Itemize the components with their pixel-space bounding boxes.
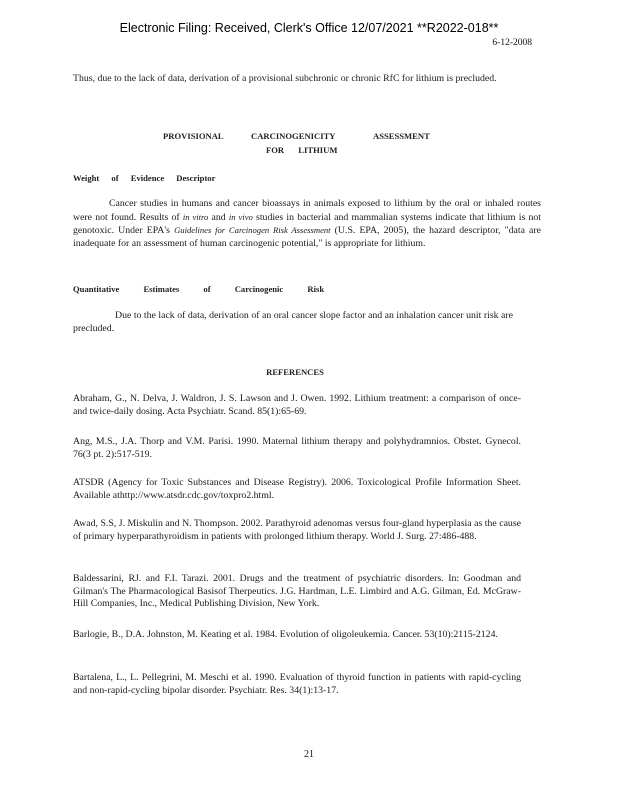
weight-text-b: studies in bacterial and mammalian systems indicate that lithium is not genotoxic. Under EPA's	[73, 211, 542, 237]
reference-item: Ang, M.S., J.A. Thorp and V.M. Parisi. 1990. Maternal lithium therapy and polyhydramnios. Obstet. Gynecol. 76(3 pt. 2):517-519.	[73, 436, 521, 460]
guidelines-title: Guidelines for Carcinogen Risk Assessment	[174, 225, 331, 236]
weight-text-and: and	[208, 211, 229, 223]
weight-text-c: (U.S. EPA, 2005), the hazard descriptor, "data are inadequate for an assessment of human carcinogenic potential," is appropriate for lithium.	[73, 225, 541, 249]
reference-item: Barlogie, B., D.A. Johnston, M. Keating et al. 1984. Evolution of oligoleukemia. Cancer. 53(10):2115-2124.	[73, 629, 498, 640]
page-number: 21	[304, 749, 314, 760]
weight-text-a: Cancer studies in humans and cancer bioassays in animals exposed to lithium by the oral or inhaled routes were not found. Results of	[73, 198, 541, 223]
reference-item: Awad, S.S, J. Miskulin and N. Thompson. 2002. Parathyroid adenomas versus four-gland hyperplasia as the cause of primary hyperparathyroidism in patients with prolonged lithium therapy. World J. Surg. 27:486-488.	[73, 518, 521, 542]
reference-item: Abraham, G., N. Delva, J. Waldron, J. S. Lawson and J. Owen. 1992. Lithium treatment: a comparison of once- and twice-daily dosing. Acta Psychiatr. Scand. 85(1):65-69.	[73, 393, 521, 417]
section-title-part1: PROVISIONAL	[163, 131, 224, 141]
section-title-part3: ASSESSMENT	[373, 131, 430, 141]
in-vivo-term: in vivo	[228, 211, 253, 222]
in-vitro-term: in vitro	[182, 211, 209, 222]
reference-item: Bartalena, L., L. Pellegrini, M. Meschi et al. 1990. Evaluation of thyroid function in patients with rapid-cycling and non-rapid-cycling bipolar disorder. Psychiatr. Res. 34(1):13-17.	[73, 672, 521, 696]
quantitative-paragraph: Due to the lack of data, derivation of an oral cancer slope factor and an inhalation cancer unit risk are precluded.	[73, 310, 513, 334]
weight-of-evidence-heading: Weight of Evidence Descriptor	[73, 173, 216, 183]
reference-item: ATSDR (Agency for Toxic Substances and Disease Registry). 2006. Toxicological Profile Information Sheet. Available athttp://www.atsdr.cdc.gov/toxpro2.html.	[73, 477, 521, 501]
weight-of-evidence-paragraph	[73, 198, 541, 250]
section-title-part4: FOR LITHIUM	[266, 145, 338, 155]
filing-header: Electronic Filing: Received, Clerk's Office 12/07/2021 **R2022-018**	[119, 21, 499, 35]
section-title-part2: CARCINOGENICITY	[251, 131, 336, 141]
document-date: 6-12-2008	[492, 38, 532, 48]
quantitative-heading: Quantitative Estimates of Carcinogenic Risk	[73, 284, 325, 294]
references-heading: REFERENCES	[266, 367, 324, 377]
intro-paragraph: Thus, due to the lack of data, derivation of a provisional subchronic or chronic RfC for lithium is precluded.	[73, 73, 497, 84]
reference-item: Baldessarini, RJ. and F.I. Tarazi. 2001. Drugs and the treatment of psychiatric disorders. In: Goodman and Gilman's The Pharmacological Basisof Therpeutics. J.G. Hardman, L.E. Limbird and A.G. Gilman, Ed. McGraw-Hill Companies, Inc., Medical Publishing Division, New York.	[73, 573, 521, 610]
